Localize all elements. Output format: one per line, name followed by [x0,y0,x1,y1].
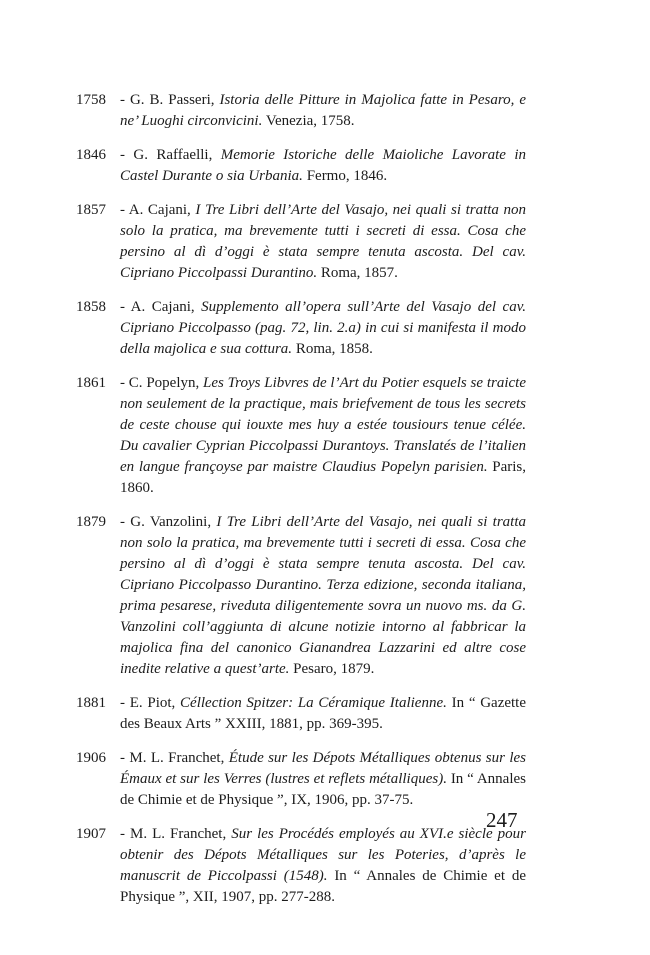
entry-text [120,200,526,284]
entry-year: 1907 [76,826,106,842]
entry-publication: In “ Annales de Chimie et de Physique ”, IX, 1906, pp. 37-75. [120,771,526,808]
bibliography-entry [76,297,526,360]
entry-text [120,512,526,680]
bibliography-entry [76,824,526,908]
entry-author: G. Vanzolini, [130,514,217,530]
entry-publication: In “ Gazette des Beaux Arts ” XXIII, 1881, pp. 369-395. [120,695,527,732]
entry-dash: - [120,514,131,530]
bibliography-entry [76,512,526,680]
entry-year: 1879 [76,514,106,530]
entry-dash: - [120,750,130,766]
entry-title: Les Troys Libvres de l’Art du Potier esquels se traicte non seulement de la practique, mais briefvement de tous les secrets de ceste chouse qui iouxte mes huy a estée tousiours tenue célée. Du cavalier Cyprian Piccolpassi Durantoys. Translatés de l’italien en langue françoyse par maistre Claudius Popelyn parisien. [120,375,526,475]
entry-author: A. Cajani, [130,299,202,315]
bibliography-entry [76,200,526,284]
entry-dash: - [120,92,130,108]
entry-dash: - [120,147,134,163]
entry-publication: In “ Annales de Chimie et de Physique ”, XII, 1907, pp. 277-288. [120,868,526,905]
entry-title: I Tre Libri dell’Arte del Vasajo, nei quali si tratta non solo la pratica, ma brevemente tutti i secreti di essa. Cosa che persino al dì d’oggi è stata sempre tenuta ascosta. Del cav. Cipriano Piccolpassi Durantino. [120,202,526,281]
entry-publication: Paris, 1860. [120,459,527,496]
bibliography-list [76,90,526,921]
entry-text [120,297,526,360]
entry-publication: Roma, 1857. [317,265,398,281]
entry-publication: Venezia, 1758. [262,113,355,129]
entry-author: G. B. Passeri, [129,92,220,108]
entry-title: Céllection Spitzer: La Céramique Italienne. [180,695,447,711]
entry-publication: Roma, 1858. [292,341,373,357]
entry-publication: Pesaro, 1879. [289,661,375,677]
entry-year: 1758 [76,92,106,108]
entry-dash: - [120,826,130,842]
entry-dash: - [120,202,129,218]
entry-dash: - [120,695,130,711]
entry-title: Istoria delle Pitture in Majolica fatte in Pesaro, e ne’ Luoghi circonvicini. [120,92,526,129]
bibliography-entry [76,90,526,132]
entry-text [120,748,526,811]
page-number: 247 [486,808,518,832]
entry-year: 1846 [76,147,106,163]
entry-title: Étude sur les Dépots Métalliques obtenus sur les Émaux et sur les Verres (lustres et reflets métalliques). [120,750,526,787]
entry-author: M. L. Franchet, [130,826,232,842]
entry-title: I Tre Libri dell’Arte del Vasajo, nei quali si tratta non solo la pratica, ma brevemente tutti i secreti di essa. Cosa che persino al dì d’oggi è stata sempre tenuta ascosta. Del cav. Cipriano Piccolpasso Durantino. Terza edizione, seconda italiana, prima pesarese, riveduta diligentemente sovra un nuovo ms. da G. Vanzolini coll’aggiunta di alcune notizie intorno al fabbricar la majolica fina del canonico Gianandrea Lazzarini ed altre cose inedite relative a quest’arte. [120,514,526,677]
entry-author: A. Cajani, [128,202,196,218]
entry-author: M. L. Franchet, [129,750,229,766]
bibliography-entry [76,693,526,735]
entry-dash: - [120,375,129,391]
entry-text [120,90,526,132]
entry-title: Sur les Procédés employés au XVI.e siècle pour obtenir des Dépots Métalliques sur les Poteries, d’après le manuscrit de Piccolpassi (1548). [120,826,526,884]
entry-year: 1858 [76,299,106,315]
entry-year: 1881 [76,695,106,711]
bibliography-entry [76,373,526,499]
entry-title: Memorie Istoriche delle Maioliche Lavorate in Castel Durante o sia Urbania. [120,147,527,184]
entry-author: C. Popelyn, [128,375,204,391]
entry-text [120,373,526,499]
bibliography-entry [76,748,526,811]
entry-text [120,145,526,187]
entry-year: 1906 [76,750,106,766]
entry-dash: - [120,299,131,315]
entry-text [120,824,526,908]
entry-year: 1861 [76,375,106,391]
entry-publication: Fermo, 1846. [302,168,388,184]
entry-title: Supplemento all’opera sull’Arte del Vasajo del cav. Cipriano Piccolpasso (pag. 72, lin. 2.a) in cui si manifesta il modo della majolica e sua cottura. [120,299,526,357]
entry-author: G. Raffaelli, [133,147,221,163]
entry-text [120,693,526,735]
bibliography-entry [76,145,526,187]
entry-year: 1857 [76,202,106,218]
entry-author: E. Piot, [129,695,181,711]
